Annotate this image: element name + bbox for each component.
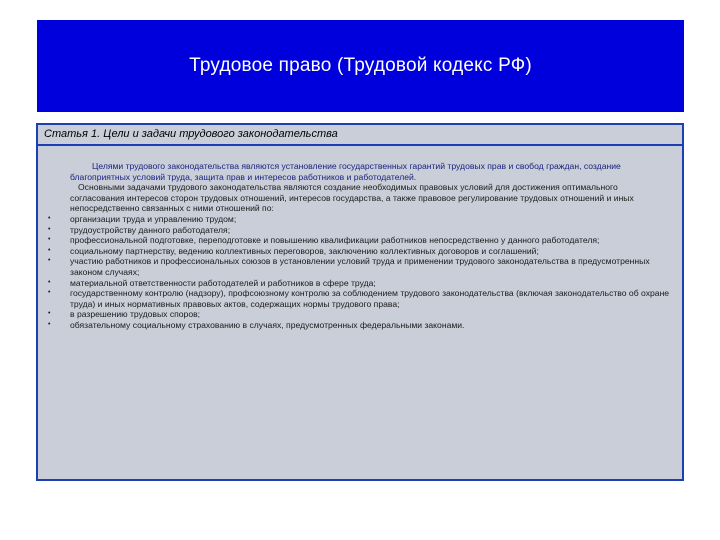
list-item-text: материальной ответственности работодателей и работников в сфере труда;	[70, 277, 376, 288]
tasks-paragraph: Основными задачами трудового законодательства являются создание необходимых правовых условий для достижения оптимального согласования интересов сторон трудовых отношений, интересов государства, а также правовое регулирование трудовых отношений и иных непосредственно связанных с ними отношений по:	[70, 182, 634, 214]
list-item-text: социальному партнерству, ведению коллективных переговоров, заключению коллективных договоров и соглашений;	[70, 245, 539, 256]
bullet-icon: •	[48, 236, 51, 244]
goals-paragraph: Целями трудового законодательства являются установление государственных гарантий трудовых прав и свобод граждан, создание благоприятных условий труда, защита прав и интересов работников и работодателей.	[70, 161, 621, 182]
list-item-text: организации труда и управлению трудом;	[70, 213, 237, 224]
list-item	[48, 224, 670, 236]
bullet-icon: •	[48, 225, 51, 233]
bullet-icon: •	[48, 278, 51, 286]
list-item-text: в разрешению трудовых споров;	[70, 309, 201, 320]
title-banner	[37, 20, 684, 112]
heading-divider	[38, 144, 682, 146]
list-item	[48, 256, 670, 277]
article-heading: Статья 1. Цели и задачи трудового законодательства	[44, 128, 338, 140]
bullet-icon: •	[48, 246, 51, 254]
bullet-icon: •	[48, 257, 51, 265]
list-item	[48, 235, 670, 246]
article-body	[48, 161, 670, 331]
list-item-text: профессиональной подготовке, переподготовке и повышению квалификации работников непосредственно у данного работодателя;	[70, 235, 600, 246]
list-item	[48, 277, 670, 289]
list-item	[48, 319, 670, 331]
bullet-icon: •	[48, 310, 51, 318]
tasks-list	[48, 213, 670, 331]
bullet-icon: •	[48, 214, 51, 222]
list-item	[48, 245, 670, 257]
list-item-text: государственному контролю (надзору), профсоюзному контролю за соблюдением трудового законодательства (включая законодательство об охране труда) и иных нормативных правовых актов, содержащих нормы трудового права;	[70, 288, 670, 309]
article-panel	[36, 123, 684, 481]
bullet-icon: •	[48, 320, 51, 328]
list-item-text: обязательному социальному страхованию в случаях, предусмотренных федеральными законами.	[70, 319, 465, 330]
list-item	[48, 213, 670, 225]
list-item	[48, 288, 670, 309]
slide-title: Трудовое право (Трудовой кодекс РФ)	[189, 55, 532, 76]
bullet-icon: •	[48, 289, 51, 297]
list-item-text: участию работников и профессиональных союзов в установлении условий труда и применении трудового законодательства в предусмотренных законом случаях;	[70, 256, 650, 277]
list-item-text: трудоустройству данного работодателя;	[70, 224, 231, 235]
list-item	[48, 309, 670, 320]
